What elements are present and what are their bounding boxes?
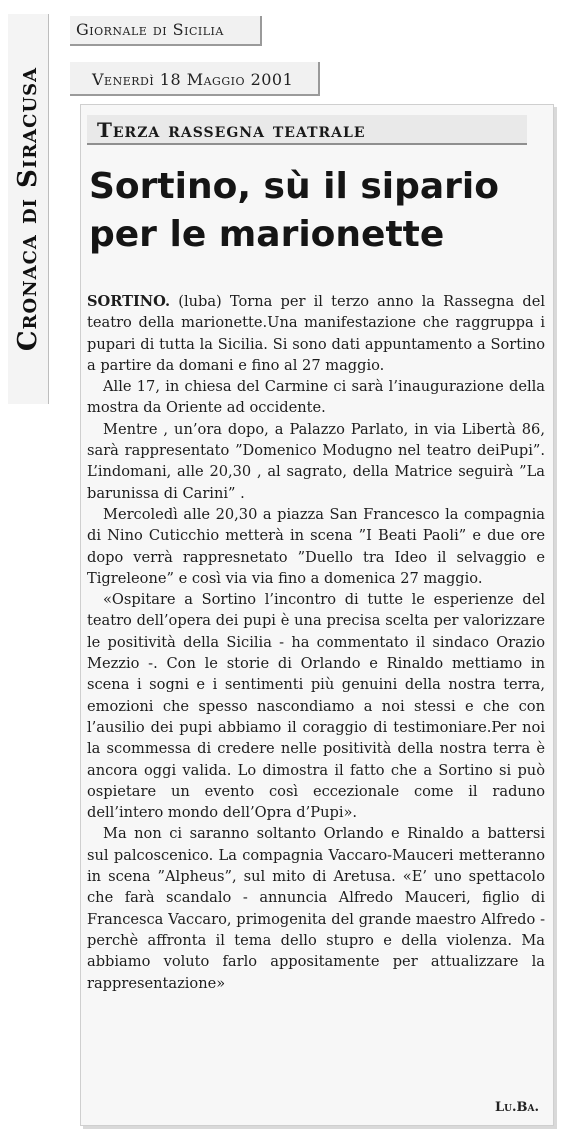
dateline: SORTINO. — [87, 293, 171, 310]
headline-line-2: per le marionette — [89, 214, 445, 255]
paragraph-5: «Ospitare a Sortino l’incontro di tutte le esperienze del teatro dell’opera dei pupi è una precisa scelta per valorizzare le positività della Sicilia - ha commentato il sindaco Orazio Mezzio -. Con le storie di Orlando e Rinaldo mettiamo in scena i sogni e i sentimenti più genuini della nostra terra, emozioni che spesso nascondiamo a noi stessi e che con l’ausilio dei pupi abbiamo il coraggio di testimoniare.Per noi la scommessa di credere nelle positività della nostra terra è ancora oggi valida. Lo dimostra il fatto che a Sortino si può ospietare un evento così eccezionale come il raduno dell’intero mondo dell’Opra d’Pupi». — [87, 591, 545, 822]
article-body — [87, 291, 545, 994]
paragraph-1-text: (luba) Torna per il terzo anno la Rassegna del teatro della marionette.Una manifestazione che raggruppa i pupari di tutta la Sicilia. Si sono dati appuntamento a Sortino a partire da domani e fino al 27 maggio. — [87, 293, 545, 374]
paragraph-6: Ma non ci saranno soltanto Orlando e Rinaldo a battersi sul palcoscenico. La compagnia Vaccaro-Mauceri metteranno in scena ”Alpheus”, sul mito di Aretusa. «E’ uno spettacolo che farà scandalo - annuncia Alfredo Mauceri, figlio di Francesca Vaccaro, primogenita del grande maestro Alfredo - perchè affronta il tema dello stupro e della violenza. Ma abbiamo voluto farlo appositamente per attualizzare la rappresentazione» — [87, 825, 545, 992]
paragraph-3: Mentre , un’ora dopo, a Palazzo Parlato, in via Libertà 86, sarà rappresentato ”Domenico Modugno nel teatro deiPupi”. L’indomani, alle 20,30 , al sagrato, della Matrice seguirà ”La barunissa di Carini” . — [87, 420, 545, 502]
paragraph-2: Alle 17, in chiesa del Carmine ci sarà l’inaugurazione della mostra da Oriente ad occidente. — [87, 378, 545, 417]
author-signature: Lu.Ba. — [494, 1100, 539, 1115]
headline-line-1: Sortino, sù il sipario — [89, 166, 499, 207]
article-headline — [89, 163, 549, 259]
article-clipping — [80, 104, 554, 1126]
paragraph-1 — [87, 291, 545, 376]
publication-date: Venerdì 18 Maggio 2001 — [70, 62, 320, 96]
paragraph-4: Mercoledì alle 20,30 a piazza San Francesco la compagnia di Nino Cuticchio metterà in scena ”I Beati Paoli” e due ore dopo verrà rappresnetato ”Duello tra Ideo il selvaggio e Tigreleone” e così via via fino a domenica 27 maggio. — [87, 505, 545, 587]
section-side-label — [8, 14, 49, 404]
article-kicker: Terza rassegna teatrale — [87, 115, 527, 145]
section-name: Cronaca di Siracusa — [13, 66, 43, 352]
newspaper-name: Giornale di Sicilia — [70, 16, 262, 46]
